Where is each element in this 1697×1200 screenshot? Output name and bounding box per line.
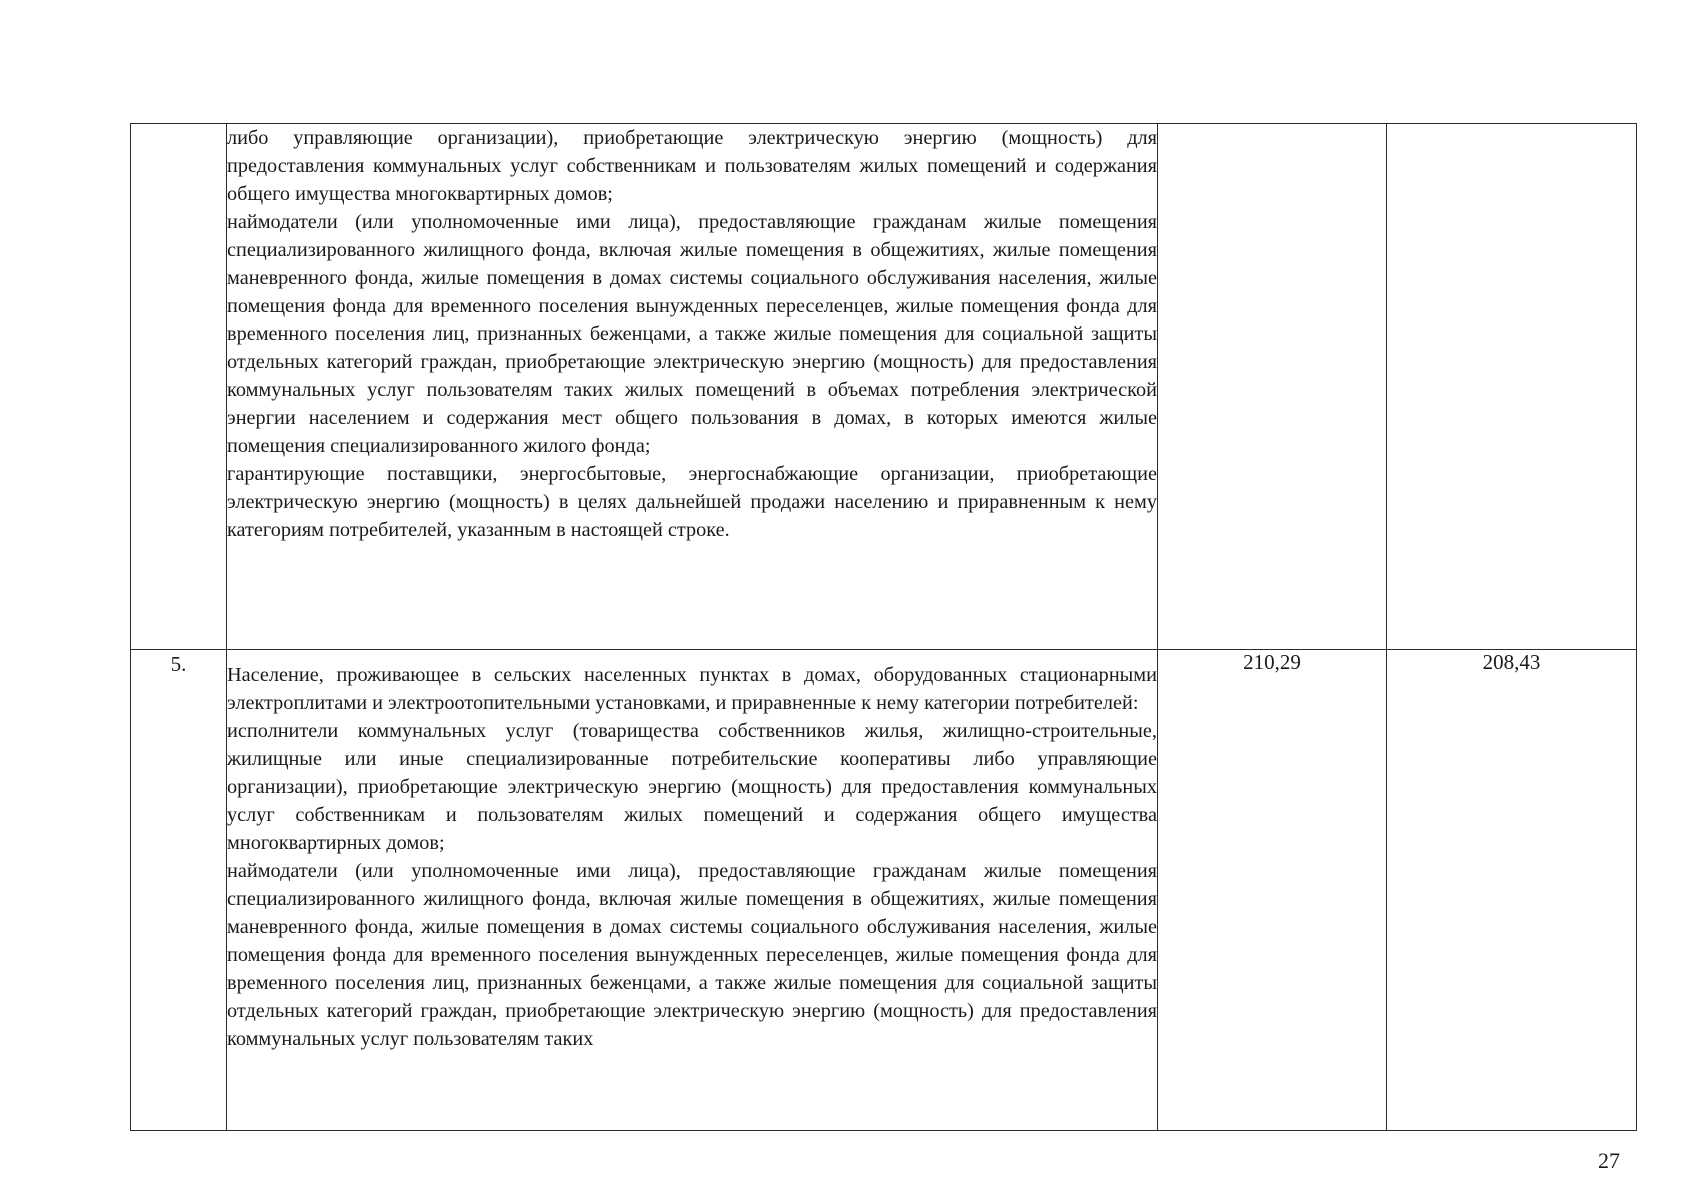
- row-number: 5.: [131, 650, 227, 1131]
- description-paragraph: Население, проживающее в сельских населенных пунктах в домах, оборудованных стационарными электроплитами и электроотопительными установками, и приравненные к нему категории потребителей:: [227, 664, 1157, 714]
- table-row: [131, 124, 1637, 650]
- page-number: 27: [1598, 1148, 1620, 1173]
- row-description: [227, 650, 1158, 1131]
- row-value-1: [1158, 124, 1387, 650]
- row-number: [131, 124, 227, 650]
- table-row: [131, 650, 1637, 1131]
- description-paragraph: либо управляющие организации), приобретающие электрическую энергию (мощность) для предоставления коммунальных услуг собственникам и пользователям жилых помещений и содержания общего имущества многоквартирных домов;: [227, 127, 1157, 205]
- description-paragraph: гарантирующие поставщики, энергосбытовые, энергоснабжающие организации, приобретающие электрическую энергию (мощность) в целях дальнейшей продажи населению и приравненным к нему категориям потребителей, указанным в настоящей строке.: [227, 463, 1157, 541]
- row-description: [227, 124, 1158, 650]
- tariff-table: [130, 123, 1637, 1131]
- row-value-2: [1387, 124, 1637, 650]
- row-value-1: 210,29: [1158, 650, 1387, 1131]
- description-paragraph: наймодатели (или уполномоченные ими лица), предоставляющие гражданам жилые помещения специализированного жилищного фонда, включая жилые помещения в общежитиях, жилые помещения маневренного фонда, жилые помещения в домах системы социального обслуживания населения, жилые помещения фонда для временного поселения вынужденных переселенцев, жилые помещения фонда для временного поселения лиц, признанных беженцами, а также жилые помещения для социальной защиты отдельных категорий граждан, приобретающие электрическую энергию (мощность) для предоставления коммунальных услуг пользователям таких: [227, 860, 1157, 1050]
- description-paragraph: исполнители коммунальных услуг (товарищества собственников жилья, жилищно-строительные, жилищные или иные специализированные потребительские кооперативы либо управляющие организации), приобретающие электрическую энергию (мощность) для предоставления коммунальных услуг собственникам и пользователям жилых помещений и содержания общего имущества многоквартирных домов;: [227, 720, 1157, 854]
- row-value-2: 208,43: [1387, 650, 1637, 1131]
- description-paragraph: наймодатели (или уполномоченные ими лица), предоставляющие гражданам жилые помещения специализированного жилищного фонда, включая жилые помещения в общежитиях, жилые помещения маневренного фонда, жилые помещения в домах системы социального обслуживания населения, жилые помещения фонда для временного поселения вынужденных переселенцев, жилые помещения фонда для временного поселения лиц, признанных беженцами, а также жилые помещения для социальной защиты отдельных категорий граждан, приобретающие электрическую энергию (мощность) для предоставления коммунальных услуг пользователям таких жилых помещений в объемах потребления электрической энергии населением и содержания мест общего пользования в домах, в которых имеются жилые помещения специализированного жилого фонда;: [227, 211, 1157, 457]
